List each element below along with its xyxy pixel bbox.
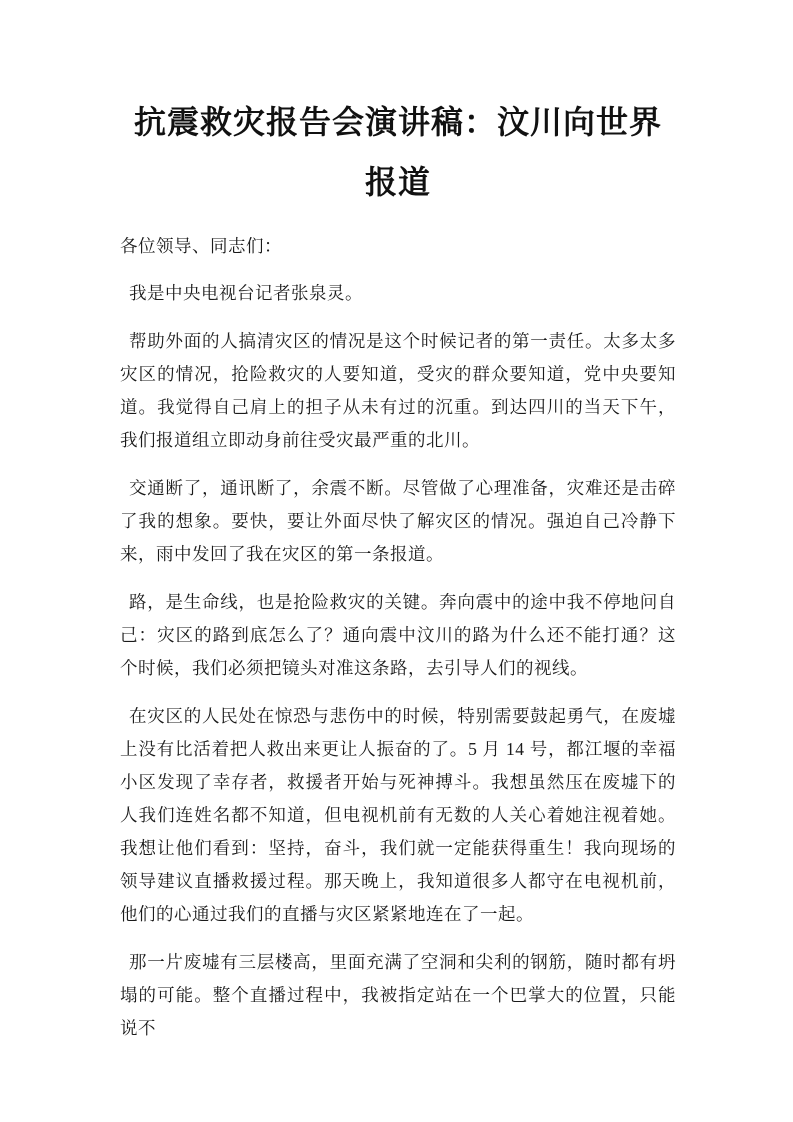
document-title: 抗震救灾报告会演讲稿：汶川向世界报道 xyxy=(133,104,662,200)
document-paragraph: 帮助外面的人搞清灾区的情况是这个时候记者的第一责任。太多太多灾区的情况，抢险救灾的人要知道，受灾的群众要知道，党中央要知道。我觉得自己肩上的担子从未有过的沉重。到达四川的当天下午，我们报道组立即动身前往受灾最严重的北川。 xyxy=(120,331,676,450)
document-paragraph: 在灾区的人民处在惊恐与悲伤中的时候，特别需要鼓起勇气，在废墟上没有比活着把人救出来更让人振奋的了。5 月 14 号，都江堰的幸福小区发现了幸存者，救援者开始与死神搏斗。我想虽然压在废墟下的人我们连姓名都不知道，但电视机前有无数的人关心着她注视着她。我想让他们看到：坚持，奋斗，我们就一定能获得重生！我向现场的领导建议直播救援过程。那天晚上，我知道很多人都守在电视机前，他们的心通过我们的直播与灾区紧紧地连在了一起。 xyxy=(120,706,676,924)
document-paragraph: 那一片废墟有三层楼高，里面充满了空洞和尖利的钢筋，随时都有坍塌的可能。整个直播过程中，我被指定站在一个巴掌大的位置，只能说不 xyxy=(120,952,676,1038)
document-paragraph: 我是中央电视台记者张泉灵。 xyxy=(129,283,363,303)
document-paragraph: 交通断了，通讯断了，余震不断。尽管做了心理准备，灾难还是击碎了我的想象。要快，要让外面尽快了解灾区的情况。强迫自己冷静下来，雨中发回了我在灾区的第一条报道。 xyxy=(120,478,676,564)
salutation: 各位领导、同志们： xyxy=(120,236,282,256)
document-paragraph: 路，是生命线，也是抢险救灾的关键。奔向震中的途中我不停地问自己：灾区的路到底怎么了？通向震中汶川的路为什么还不能打通？这个时候，我们必须把镜头对准这条路，去引导人们的视线。 xyxy=(120,592,676,678)
